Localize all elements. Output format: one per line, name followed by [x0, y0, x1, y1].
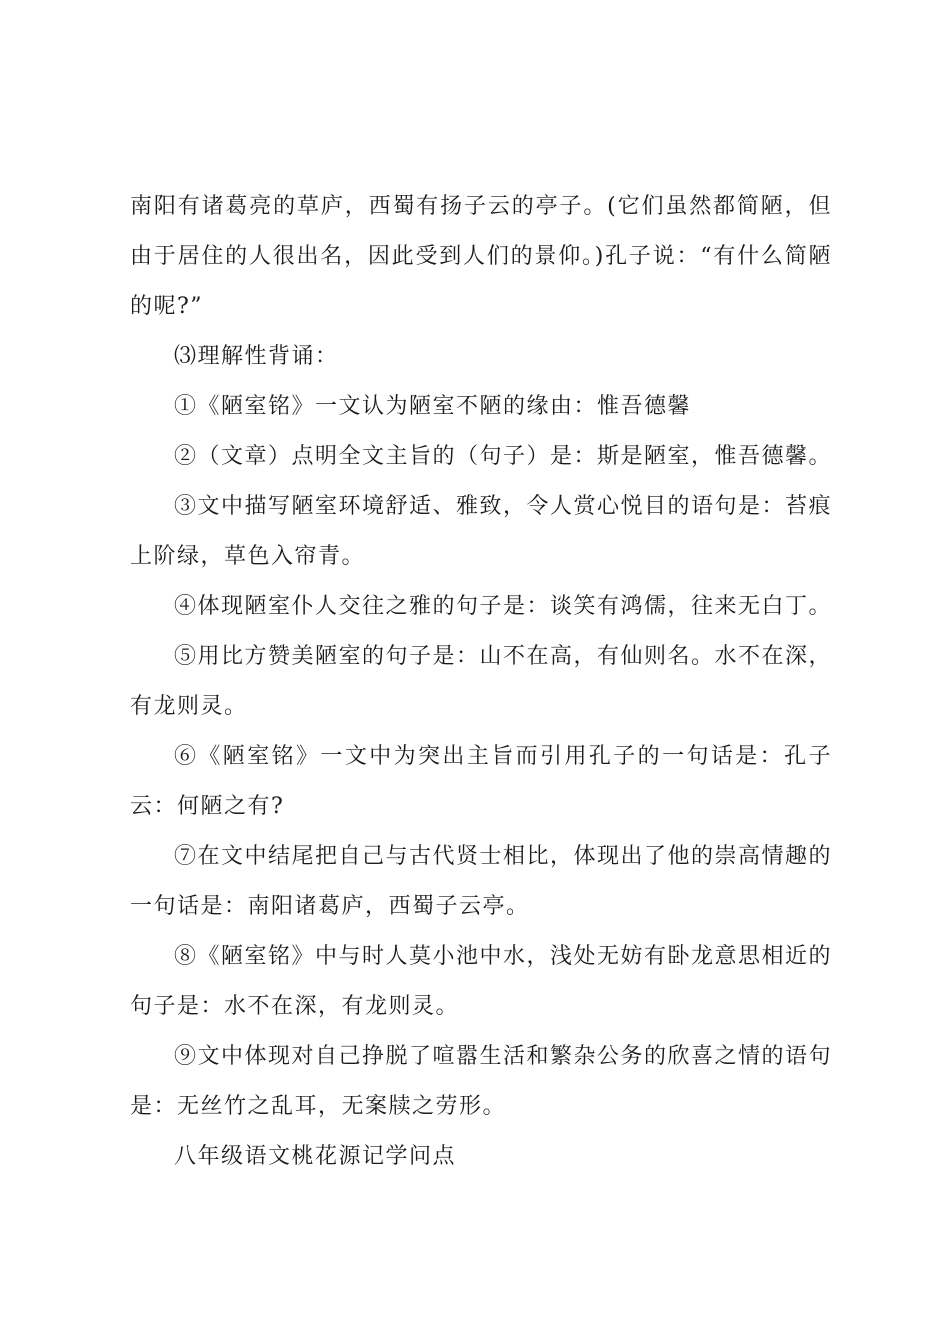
list-item-2: ②（文章）点明全文主旨的（句子）是：斯是陋室，惟吾德馨。 — [174, 444, 833, 469]
list-item-6: ⑥《陋室铭》一文中为突出主旨而引用孔子的一句话是：孔子云：何陋之有? — [130, 744, 832, 819]
list-item-3: ③文中描写陋室环境舒适、雅致，令人赏心悦目的语句是：苔痕上阶绿，草色入帘青。 — [130, 494, 833, 569]
paragraph-continuation: 南阳有诸葛亮的草庐，西蜀有扬子云的亭子。(它们虽然都简陋，但由于居住的人很出名，因此受到人们的景仰。)孔子说：“有什么简陋的呢?” — [130, 194, 832, 319]
list-item-8: ⑧《陋室铭》中与时人莫小池中水，浅处无妨有卧龙意思相近的句子是：水不在深，有龙则灵。 — [130, 944, 833, 1019]
list-item-1: ①《陋室铭》一文认为陋室不陋的缘由：惟吾德馨 — [174, 394, 692, 419]
section-heading-recitation: ⑶理解性背诵： — [174, 344, 339, 369]
list-item-7: ⑦在文中结尾把自己与古代贤士相比，体现出了他的崇高情趣的一句话是：南阳诸葛庐，西蜀子云亭。 — [130, 844, 833, 919]
list-item-5: ⑤用比方赞美陋室的句子是：山不在高，有仙则名。水不在深，有龙则灵。 — [130, 644, 833, 719]
document-body — [130, 182, 832, 1182]
section-title-next: 八年级语文桃花源记学问点 — [174, 1144, 457, 1169]
list-item-4: ④体现陋室仆人交往之雅的句子是：谈笑有鸿儒，往来无白丁。 — [174, 594, 833, 619]
list-item-9: ⑨文中体现对自己挣脱了喧嚣生活和繁杂公务的欣喜之情的语句是：无丝竹之乱耳，无案牍之劳形。 — [130, 1044, 833, 1119]
